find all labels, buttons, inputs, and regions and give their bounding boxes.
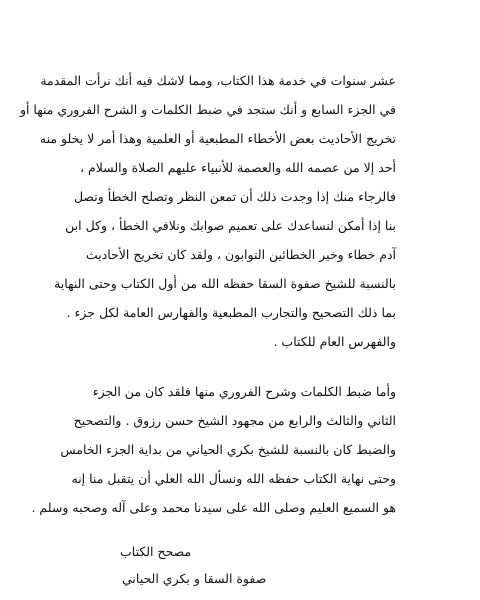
signature-title: مصحح الكتاب (120, 544, 192, 559)
paragraph-2 (31, 377, 396, 522)
text-line: في الجزء السابع و أنك ستجد في ضبط الكلمات و الشرح الفروري منها أو (19, 102, 396, 117)
text-line: هو السميع العليم وصلى الله على سيدنا محمد وعلى آله وصحبه وسلم . (31, 500, 396, 515)
text-line: وأما ضبط الكلمات وشرح الفروري منها فلقد كان من الجزء (92, 384, 396, 399)
paragraph-1 (19, 66, 396, 356)
text-line: والفهرس العام للكتاب . (273, 334, 396, 349)
text-line: بنا إذا أمكن لنساعدك على تعميم صوابك ونلافي الخطأ ، وكل ابن (65, 218, 396, 233)
text-line: آدم خطاء وخير الخطائين التوابون ، ولقد كان تخريج الأحاديث (85, 247, 396, 262)
text-line: والضبط كان بالنسبة للشيخ بكري الحياني من بداية الجزء الخامس (60, 442, 396, 457)
text-line: وحتى نهاية الكتاب حفظه الله ونسأل الله العلي أن يتقبل منا إنه (71, 471, 396, 486)
signature-names: صفوة السقا و بكري الحياني (122, 571, 267, 586)
text-line: بالنسبة للشيخ صفوة السقا حفظه الله من أول الكتاب وحتى النهاية (54, 276, 396, 291)
text-line: فالرجاء منك إذا وجدت ذلك أن تمعن النظر وتصلح الخطأ وتصل (73, 189, 396, 204)
text-line: أحد إلا من عصمه الله والعصمة للأنبياء عليهم الصلاة والسلام ، (79, 160, 396, 175)
text-line: تخريج الأحاديث بعض الأخطاء المطبعية أو العلمية وهذا أمر لا يخلو منه (39, 131, 396, 146)
text-line: عشر سنوات في خدمة هذا الكتاب، ومما لاشك فيه أنك نرأت المقدمة (40, 73, 396, 88)
text-line: بما ذلك التصحيح والتجارب المطبعية والفهارس العامة لكل جزء . (66, 305, 396, 320)
text-line: الثاني والثالث والرابع من مجهود الشيخ حسن رزوق . والتصحيح (73, 413, 396, 428)
